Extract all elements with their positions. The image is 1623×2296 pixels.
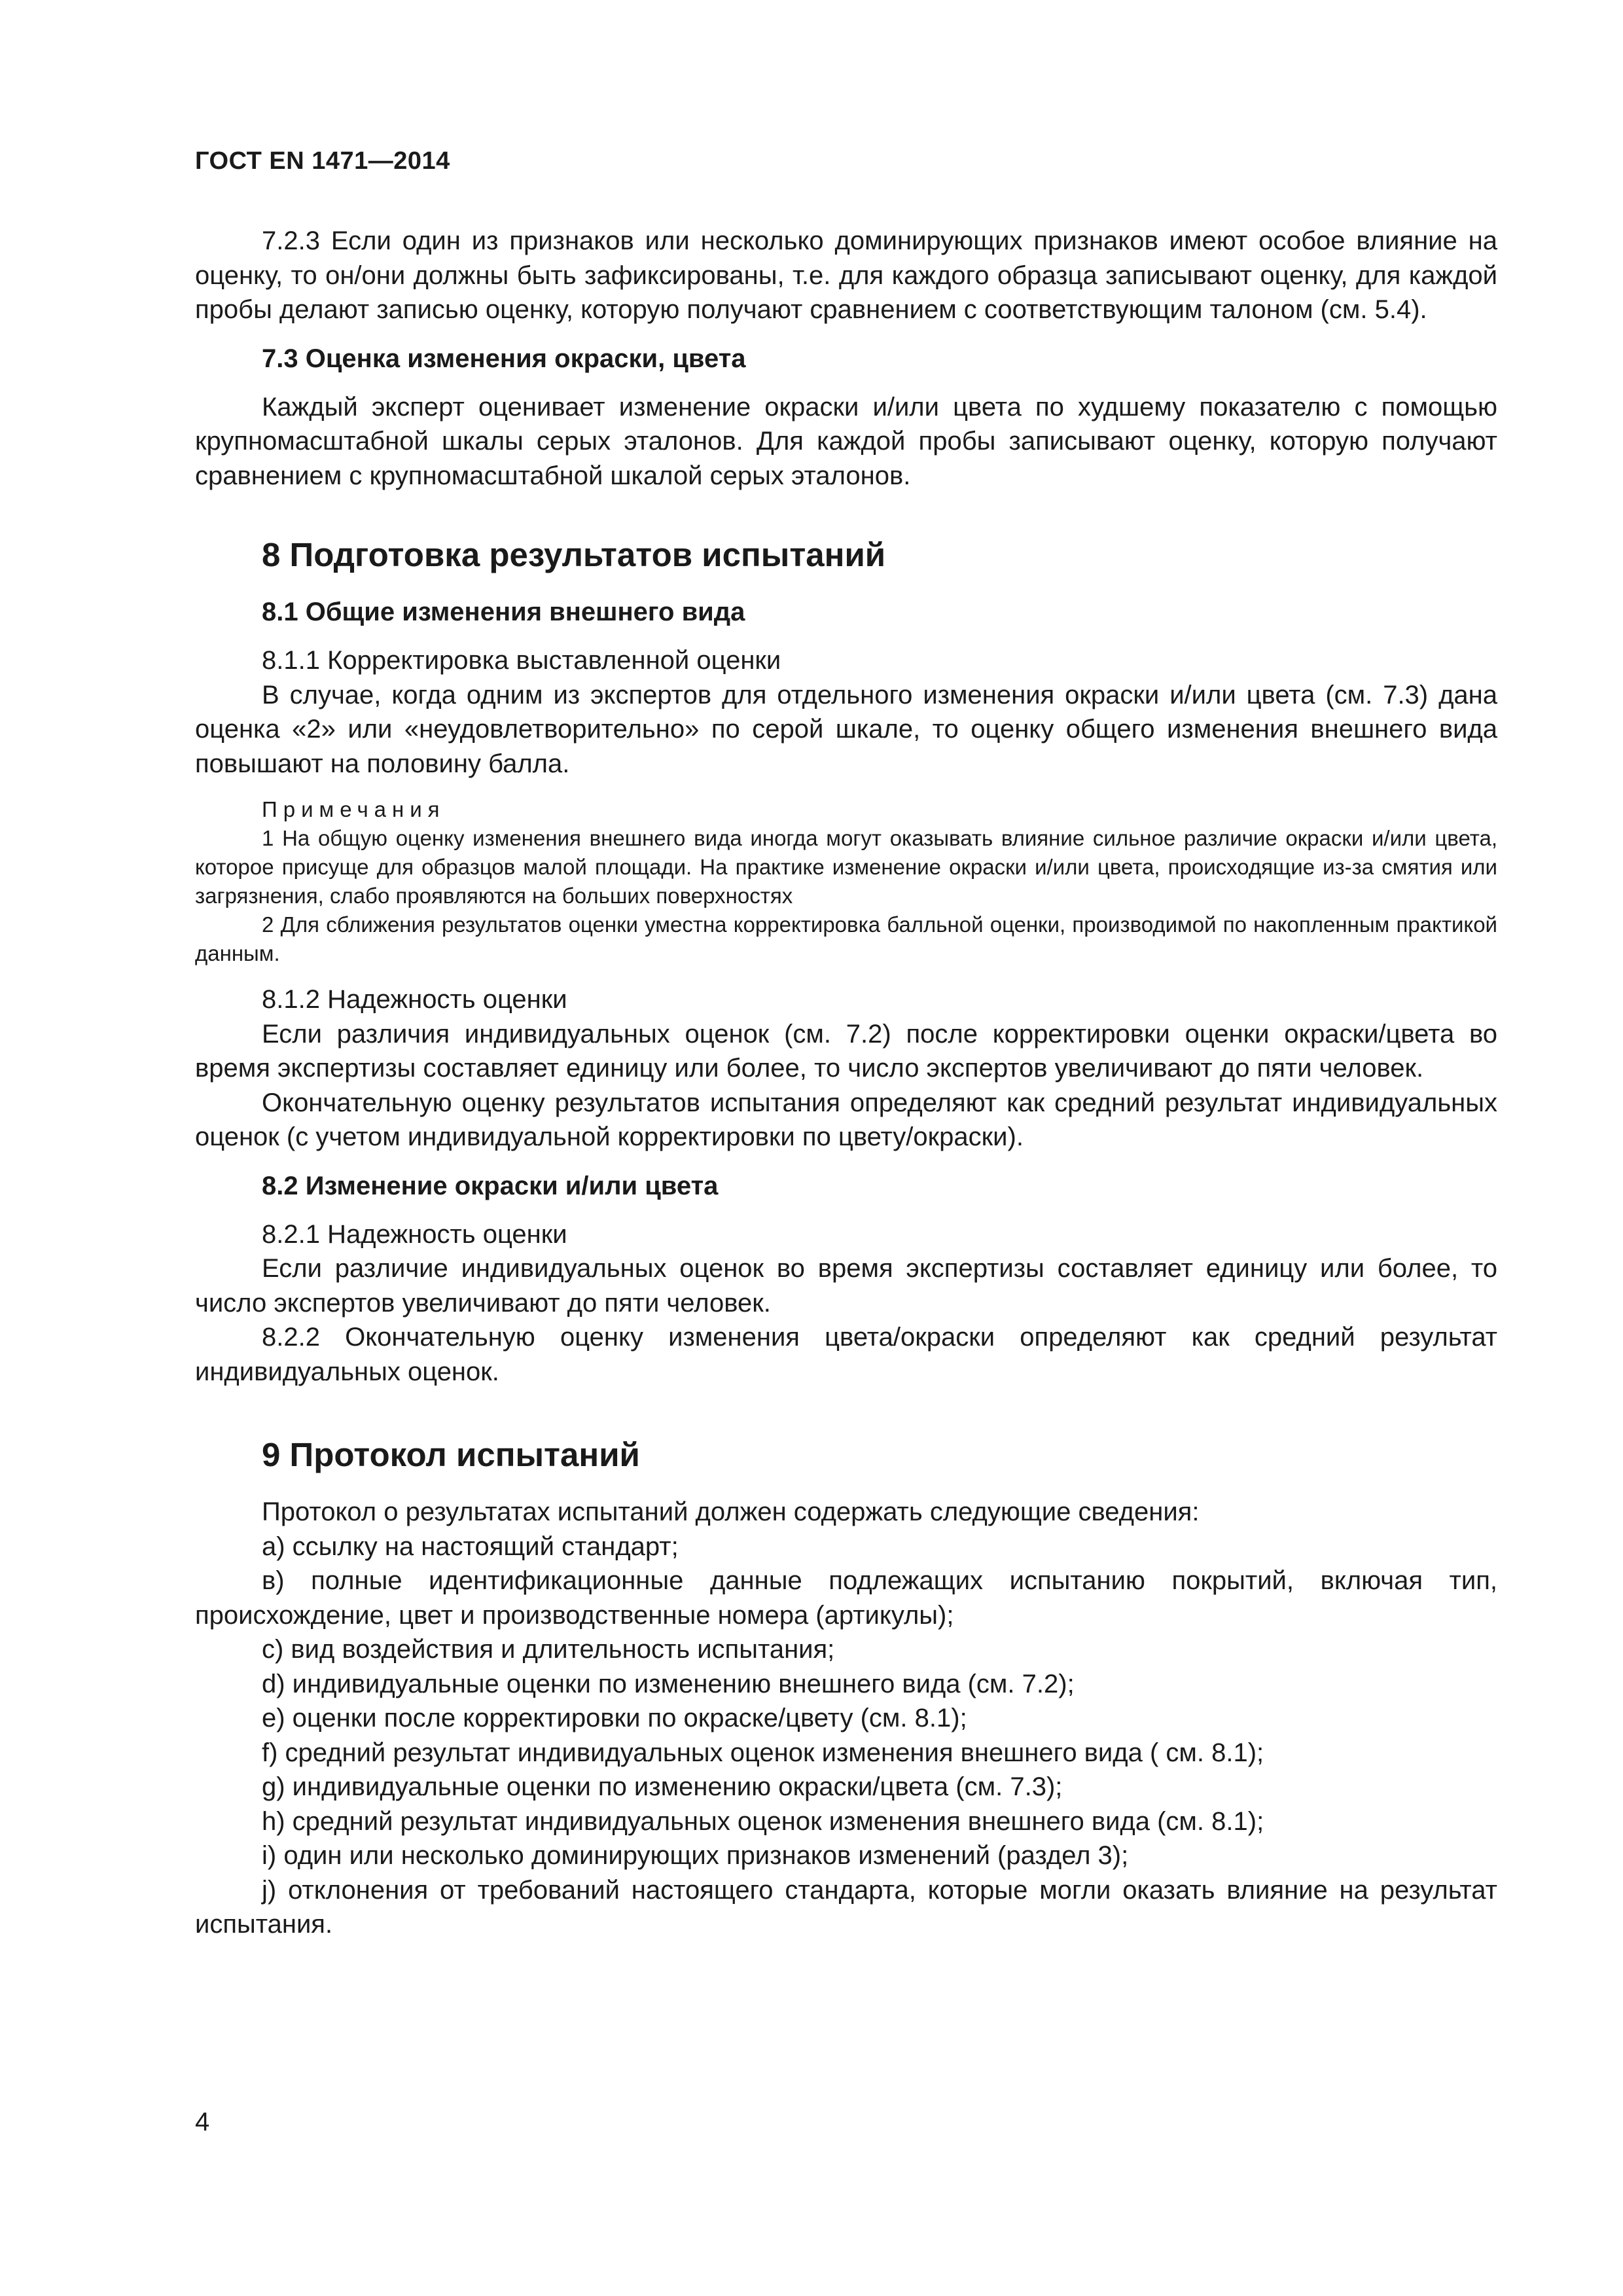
note-2: 2 Для сближения результатов оценки уместна корректировка балльной оценки, производимой по накопленным практикой данным. (195, 912, 1497, 965)
paragraph-8-1-2-b: Окончательную оценку результатов испытания определяют как средний результат индивидуальных оценок (с учетом индивидуальной корректировки по цвету/окраски). (195, 1088, 1497, 1151)
note-1: 1 На общую оценку изменения внешнего вида иногда могут оказывать влияние сильное различие окраски и/или цвета, которое присуще для образцов малой площади. На практике изменение окраски и/или цвета, происходящие из-за смятия или загрязнения, слабо проявляются на больших поверхностях (195, 826, 1497, 908)
subheading-8-1-1: 8.1.1 Корректировка выставленной оценки (262, 646, 781, 675)
notes-label: Примечания (262, 797, 446, 821)
subheading-8-1-2: 8.1.2 Надежность оценки (262, 985, 567, 1014)
list-item: в) полные идентификационные данные подлежащих испытанию покрытий, включая тип, происхождение, цвет и производственные номера (артикулы); (195, 1566, 1497, 1630)
document-header: ГОСТ EN 1471—2014 (195, 147, 450, 175)
paragraph-8-1-2-a: Если различия индивидуальных оценок (см. 7.2) после корректировки оценки окраски/цвета во время экспертизы составляет единицу или более, то число экспертов увеличивают до пяти человек. (195, 1019, 1497, 1083)
list-item: е) оценки после корректировки по окраске/цвету (см. 8.1); (262, 1704, 967, 1732)
list-item: с) вид воздействия и длительность испытания; (262, 1635, 835, 1664)
list-item: а) ссылку на настоящий стандарт; (262, 1532, 679, 1561)
list-item: d) индивидуальные оценки по изменению внешнего вида (см. 7.2); (262, 1669, 1075, 1698)
list-item: g) индивидуальные оценки по изменению окраски/цвета (см. 7.3); (262, 1772, 1063, 1801)
paragraph-9-intro: Протокол о результатах испытаний должен содержать следующие сведения: (262, 1498, 1200, 1526)
paragraph-7-3: Каждый эксперт оценивает изменение окраски и/или цвета по худшему показателю с помощью крупномасштабной шкалы серых эталонов. Для каждой пробы записывают оценку, которую получают сравнением с крупномасштабной шкалой серых эталонов. (195, 392, 1497, 490)
heading-7-3: 7.3 Оценка изменения окраски, цвета (262, 344, 746, 373)
paragraph-8-1-1: В случае, когда одним из экспертов для отдельного изменения окраски и/или цвета (см. 7.3) дана оценка «2» или «неудовлетворительно» по серой шкале, то оценку общего изменения внешнего вида повышают на половину балла. (195, 680, 1497, 778)
paragraph-8-2-1: Если различие индивидуальных оценок во время экспертизы составляет единицу или более, то число экспертов увеличивают до пяти человек. (195, 1254, 1497, 1318)
heading-section-9: 9 Протокол испытаний (262, 1436, 640, 1473)
list-item: f) средний результат индивидуальных оценок изменения внешнего вида ( см. 8.1); (262, 1738, 1264, 1767)
heading-section-8: 8 Подготовка результатов испытаний (262, 536, 886, 573)
heading-8-2: 8.2 Изменение окраски и/или цвета (262, 1171, 719, 1200)
list-item: j) отклонения от требований настоящего стандарта, которые могли оказать влияние на результат испытания. (195, 1875, 1497, 1939)
list-item: h) средний результат индивидуальных оценок изменения внешнего вида (см. 8.1); (262, 1806, 1264, 1836)
paragraph-8-2-2: 8.2.2 Окончательную оценку изменения цвета/окраски определяют как средний результат индивидуальных оценок. (195, 1323, 1497, 1386)
heading-8-1: 8.1 Общие изменения внешнего вида (262, 598, 745, 626)
page-number: 4 (195, 2108, 210, 2136)
document-body (195, 224, 1497, 1942)
list-item: i) один или несколько доминирующих признаков изменений (раздел 3); (262, 1841, 1129, 1870)
subheading-8-2-1: 8.2.1 Надежность оценки (262, 1219, 567, 1249)
paragraph-7-2-3: 7.2.3 Если один из признаков или несколько доминирующих признаков имеют особое влияние на оценку, то он/они должны быть зафиксированы, т.е. для каждого образца записывают оценку, для каждой пробы делают записью оценку, которую получают сравнением с соответствующим талоном (см. 5.4). (195, 226, 1497, 324)
